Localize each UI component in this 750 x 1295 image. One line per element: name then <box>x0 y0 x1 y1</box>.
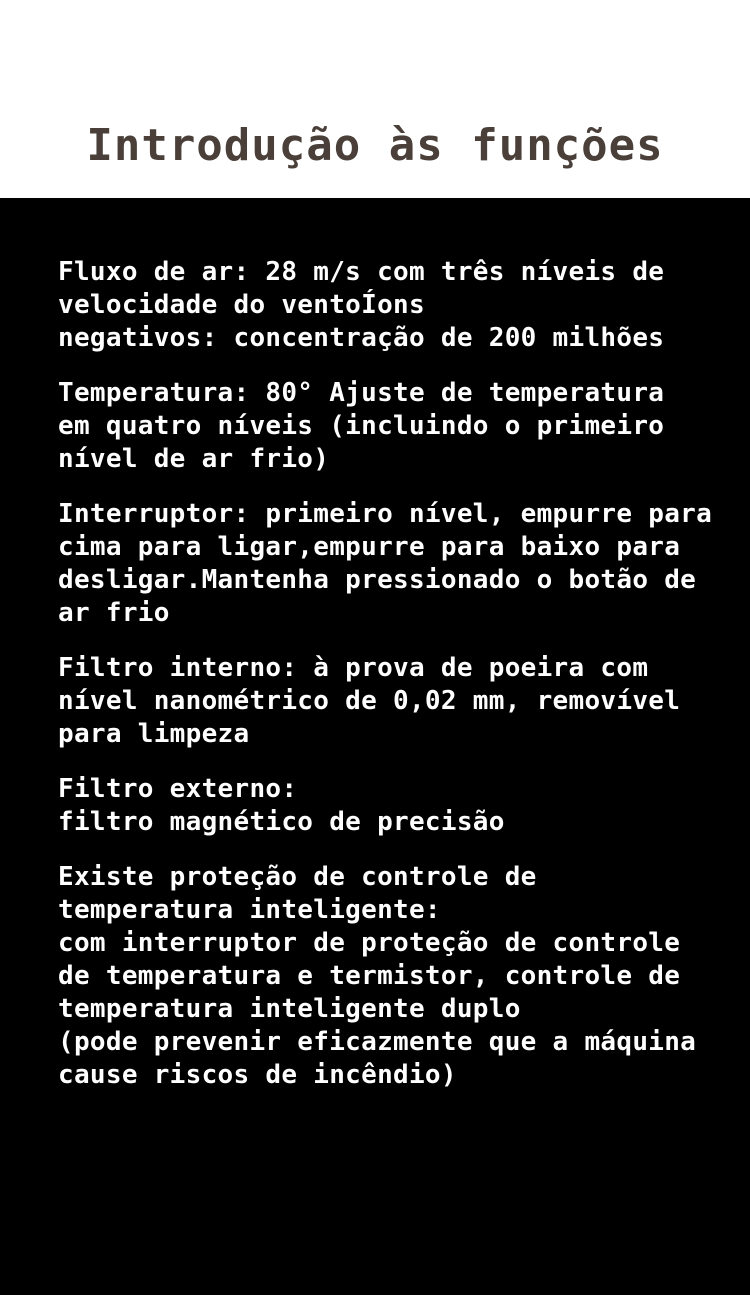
feature-temperature: Temperatura: 80° Ajuste de temperatura em quatro níveis (incluindo o primeiro nível de ar frio) <box>58 378 665 474</box>
header-banner <box>0 0 750 198</box>
feature-temperature-protection: Existe proteção de controle de temperatura inteligente: com interruptor de proteção de controle de temperatura e termistor, controle de temperatura inteligente duplo (pode prevenir eficazmente que a máquina cause riscos de incêndio) <box>58 862 697 1090</box>
feature-internal-filter: Filtro interno: à prova de poeira com nível nanométrico de 0,02 mm, removível para limpeza <box>58 653 681 749</box>
page-title: Introdução às funções <box>86 120 664 171</box>
feature-airflow: Fluxo de ar: 28 m/s com três níveis de velocidade do ventoÍons negativos: concentração de 200 milhões <box>58 257 665 353</box>
feature-external-filter: Filtro externo: filtro magnético de precisão <box>58 774 505 837</box>
features-list <box>58 256 718 1114</box>
features-section <box>58 198 718 1295</box>
feature-switch: Interruptor: primeiro nível, empurre para cima para ligar,empurre para baixo para desligar.Mantenha pressionado o botão de ar frio <box>58 499 713 628</box>
